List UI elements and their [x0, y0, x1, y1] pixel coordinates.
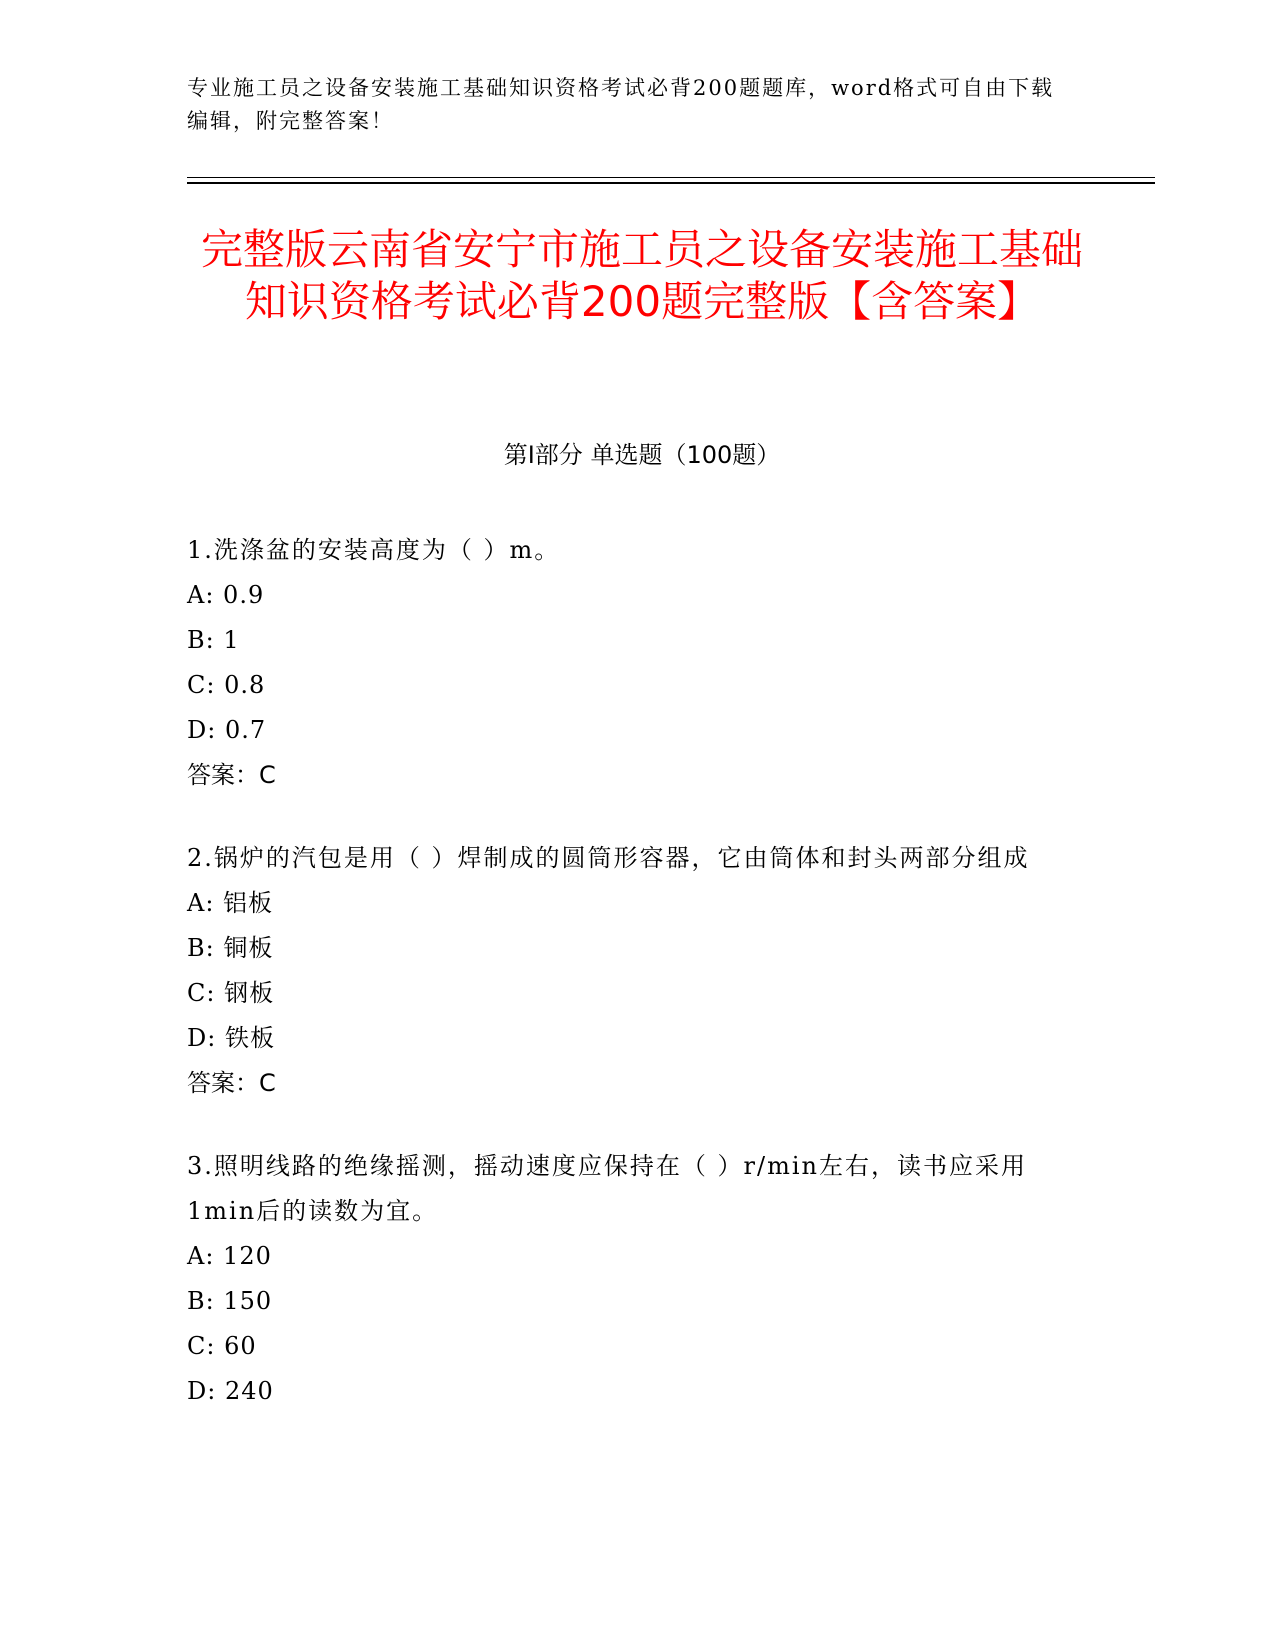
- option-d: D: 铁板: [187, 1024, 275, 1052]
- answer: 答案：C: [187, 761, 276, 789]
- option-d: D: 240: [187, 1377, 274, 1405]
- option-a: A: 0.9: [187, 581, 265, 609]
- question-3: [187, 1144, 1067, 1414]
- section-heading: 第I部分 单选题（100题）: [503, 441, 781, 469]
- option-d: D: 0.7: [187, 716, 267, 744]
- answer: 答案：C: [187, 1069, 276, 1097]
- document-title: 完整版云南省安宁市施工员之设备安装施工基础知识资格考试必背200题完整版【含答案】: [200, 225, 1083, 326]
- header-divider: [187, 177, 1155, 178]
- option-c: C: 0.8: [187, 671, 266, 699]
- option-b: B: 150: [187, 1287, 273, 1315]
- option-a: A: 120: [187, 1242, 272, 1270]
- question-stem: 1.洗涤盆的安装高度为（ ）m。: [187, 536, 561, 564]
- option-b: B: 铜板: [187, 934, 274, 962]
- question-stem: 2.锅炉的汽包是用（ ）焊制成的圆筒形容器，它由筒体和封头两部分组成: [187, 844, 1030, 872]
- option-b: B: 1: [187, 626, 240, 654]
- question-list: [187, 528, 1067, 1452]
- header-note: 专业施工员之设备安装施工基础知识资格考试必背200题题库，word格式可自由下载编辑，附完整答案！: [187, 76, 1055, 133]
- option-c: C: 钢板: [187, 979, 275, 1007]
- question-2: [187, 836, 1067, 1106]
- question-1: [187, 528, 1067, 798]
- option-a: A: 铝板: [187, 889, 274, 917]
- header-divider-thick: [187, 182, 1155, 184]
- option-c: C: 60: [187, 1332, 257, 1360]
- question-stem: 3.照明线路的绝缘摇测，摇动速度应保持在（ ）r/min左右，读书应采用1min后的读数为宜。: [187, 1152, 1027, 1225]
